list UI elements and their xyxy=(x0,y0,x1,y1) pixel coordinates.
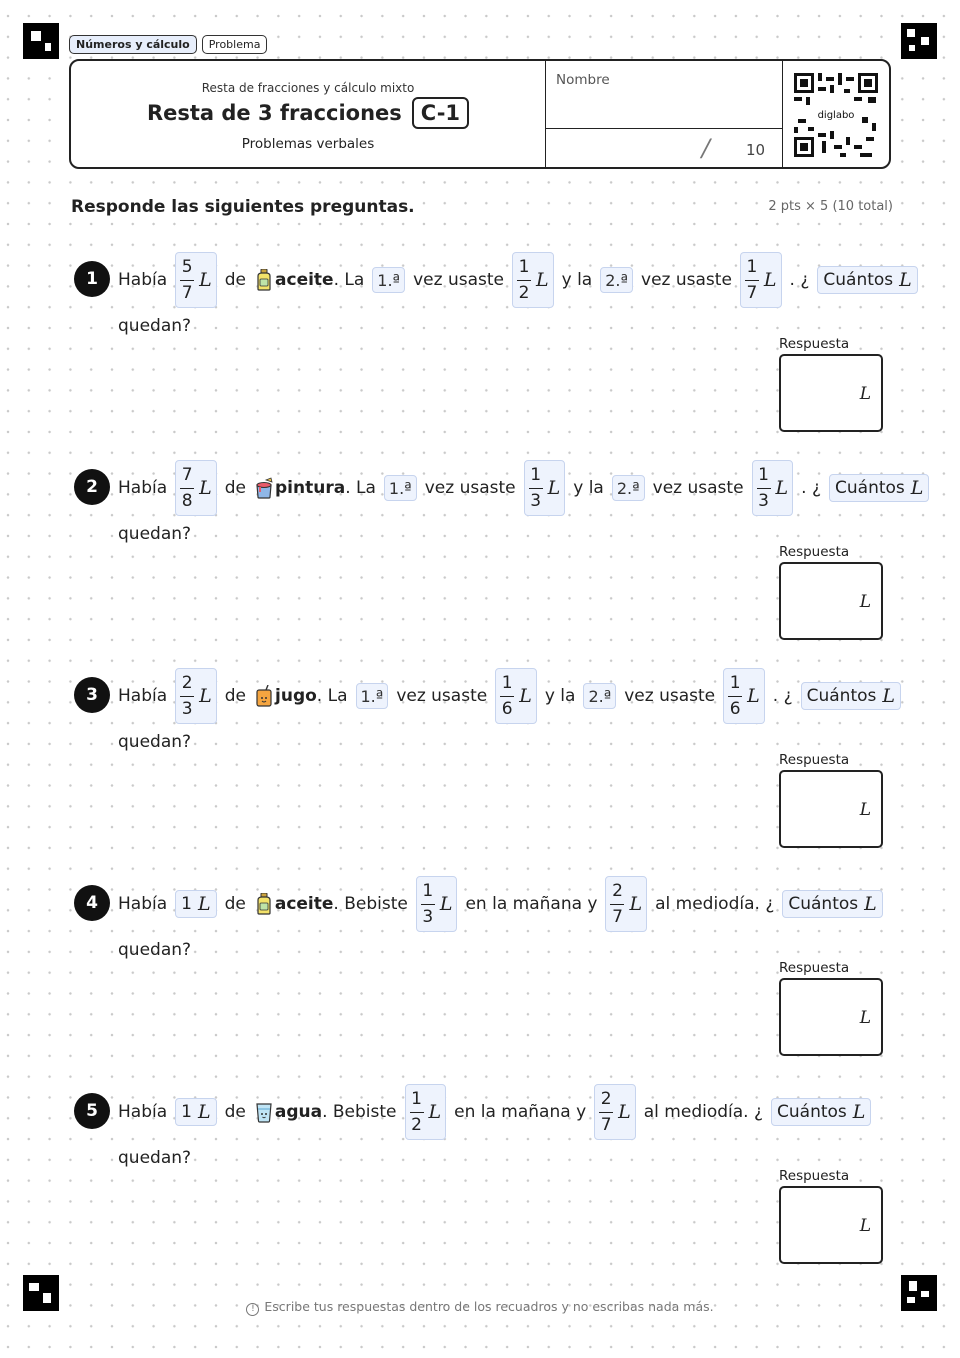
fraction-box: $\frac{1}{2}$ L xyxy=(512,252,554,308)
fraction-box: $\frac{1}{6}$ L xyxy=(495,668,537,724)
question-continuation: quedan? xyxy=(118,940,192,960)
question-continuation: quedan? xyxy=(118,524,192,544)
item-name: agua xyxy=(274,1102,323,1122)
answer-box[interactable]: L xyxy=(779,770,883,848)
answer-box[interactable]: L xyxy=(779,562,883,640)
ordinal-box: 1.ª xyxy=(372,267,405,293)
cuantos-box: Cuántos L xyxy=(829,474,929,502)
answer-box[interactable]: L xyxy=(779,1186,883,1264)
footer-note xyxy=(0,1299,960,1316)
answer-box[interactable]: L xyxy=(779,978,883,1056)
question-2 xyxy=(74,460,924,660)
question-number: 2 xyxy=(74,469,110,505)
ordinal-box: 1.ª xyxy=(356,683,389,709)
ordinal-box: 2.ª xyxy=(612,475,645,501)
ordinal-box: 1.ª xyxy=(384,475,417,501)
question-continuation: quedan? xyxy=(118,316,192,336)
water-glass-icon xyxy=(254,1101,274,1123)
fraction-box: $\frac{2}{3}$ L xyxy=(175,668,217,724)
footer-text: Escribe tus respuestas dentro de los recuadros y no escribas nada más. xyxy=(264,1299,714,1314)
worksheet-category: Problemas verbales xyxy=(241,136,375,152)
worksheet-header xyxy=(69,59,891,169)
fraction-box: $\frac{2}{7}$ L xyxy=(594,1084,636,1140)
fraction-box: $\frac{1}{2}$ L xyxy=(405,1084,447,1140)
item-name: aceite xyxy=(274,894,334,914)
fraction-box: $\frac{1}{6}$ L xyxy=(723,668,765,724)
question-number: 5 xyxy=(74,1093,110,1129)
question-number: 4 xyxy=(74,885,110,921)
cuantos-box: Cuántos L xyxy=(771,1098,871,1126)
whole-amount-box: 1 L xyxy=(175,890,216,918)
score-slash: / xyxy=(699,134,714,162)
fraction-box: $\frac{1}{3}$ L xyxy=(416,876,458,932)
name-divider xyxy=(546,128,782,129)
oil-bottle-icon xyxy=(254,269,274,291)
points-info: 2 pts × 5 (10 total) xyxy=(768,199,893,214)
tag-problema[interactable]: Problema xyxy=(202,35,268,54)
ordinal-box: 2.ª xyxy=(583,683,616,709)
fraction-box: $\frac{1}{3}$ L xyxy=(524,460,566,516)
answer-label: Respuesta xyxy=(779,960,850,976)
fraction-box: $\frac{7}{8}$ L xyxy=(175,460,217,516)
fraction-box: $\frac{1}{7}$ L xyxy=(740,252,782,308)
question-text: Había $\frac{5}{7}$ L de aceite . La 1.ª vez usaste $\frac{1}{2}$ L y la 2.ª vez usaste $\frac{1}{7}$ L . ¿ Cuántos L xyxy=(118,252,926,308)
instructions: Responde las siguientes preguntas. xyxy=(71,197,415,217)
question-number: 3 xyxy=(74,677,110,713)
info-icon: ! xyxy=(246,1303,259,1316)
answer-label: Respuesta xyxy=(779,544,850,560)
question-text: Había 1 L de aceite . Bebiste $\frac{1}{3}$ L en la mañana y $\frac{2}{7}$ L al mediodía. ¿ Cuántos L xyxy=(118,876,891,932)
juice-box-icon xyxy=(254,685,274,707)
question-text: Había 1 L de agua . Bebiste $\frac{1}{2}$ L en la mañana y $\frac{2}{7}$ L al mediodía. ¿ Cuántos L xyxy=(118,1084,879,1140)
worksheet-code: C-1 xyxy=(412,97,469,129)
fraction-box: $\frac{2}{7}$ L xyxy=(605,876,647,932)
answer-label: Respuesta xyxy=(779,336,850,352)
answer-label: Respuesta xyxy=(779,752,850,768)
name-score-area xyxy=(545,61,783,167)
answer-label: Respuesta xyxy=(779,1168,850,1184)
cuantos-box: Cuántos L xyxy=(782,890,882,918)
paint-bucket-icon xyxy=(254,477,274,499)
tag-list xyxy=(69,35,267,54)
question-continuation: quedan? xyxy=(118,1148,192,1168)
qr-code-icon xyxy=(794,73,878,157)
item-name: aceite xyxy=(275,270,334,290)
item-name: jugo xyxy=(275,686,317,706)
score-total: 10 xyxy=(746,141,766,159)
question-3 xyxy=(74,668,894,868)
question-5 xyxy=(74,1084,894,1284)
ordinal-box: 2.ª xyxy=(600,267,633,293)
corner-marker-top-left xyxy=(23,23,59,59)
question-text: Había $\frac{7}{8}$ L de pintura . La 1.ª vez usaste $\frac{1}{3}$ L y la 2.ª vez usaste $\frac{1}{3}$ L . ¿ Cuántos L xyxy=(118,460,937,516)
fraction-box: $\frac{5}{7}$ L xyxy=(175,252,217,308)
whole-amount-box: 1 L xyxy=(175,1098,216,1126)
qr-label: diglabo xyxy=(817,110,855,121)
item-name: pintura xyxy=(275,478,346,498)
cuantos-box: Cuántos L xyxy=(817,266,917,294)
cuantos-box: Cuántos L xyxy=(801,682,901,710)
worksheet-title: Resta de 3 fracciones xyxy=(146,101,402,125)
tag-numeros-calculo[interactable]: Números y cálculo xyxy=(69,35,197,54)
question-continuation: quedan? xyxy=(118,732,192,752)
name-label: Nombre xyxy=(556,72,610,88)
oil-bottle-icon xyxy=(254,893,274,915)
header-title-area xyxy=(71,61,545,167)
corner-marker-top-right xyxy=(901,23,937,59)
question-1 xyxy=(74,252,912,452)
question-text: Había $\frac{2}{3}$ L de jugo . La 1.ª vez usaste $\frac{1}{6}$ L y la 2.ª vez usaste $\frac{1}{6}$ L . ¿ Cuántos L xyxy=(118,668,909,724)
answer-box[interactable]: L xyxy=(779,354,883,432)
fraction-box: $\frac{1}{3}$ L xyxy=(752,460,794,516)
question-number: 1 xyxy=(74,261,110,297)
worksheet-subtitle: Resta de fracciones y cálculo mixto xyxy=(201,81,415,95)
question-4 xyxy=(74,876,894,1076)
